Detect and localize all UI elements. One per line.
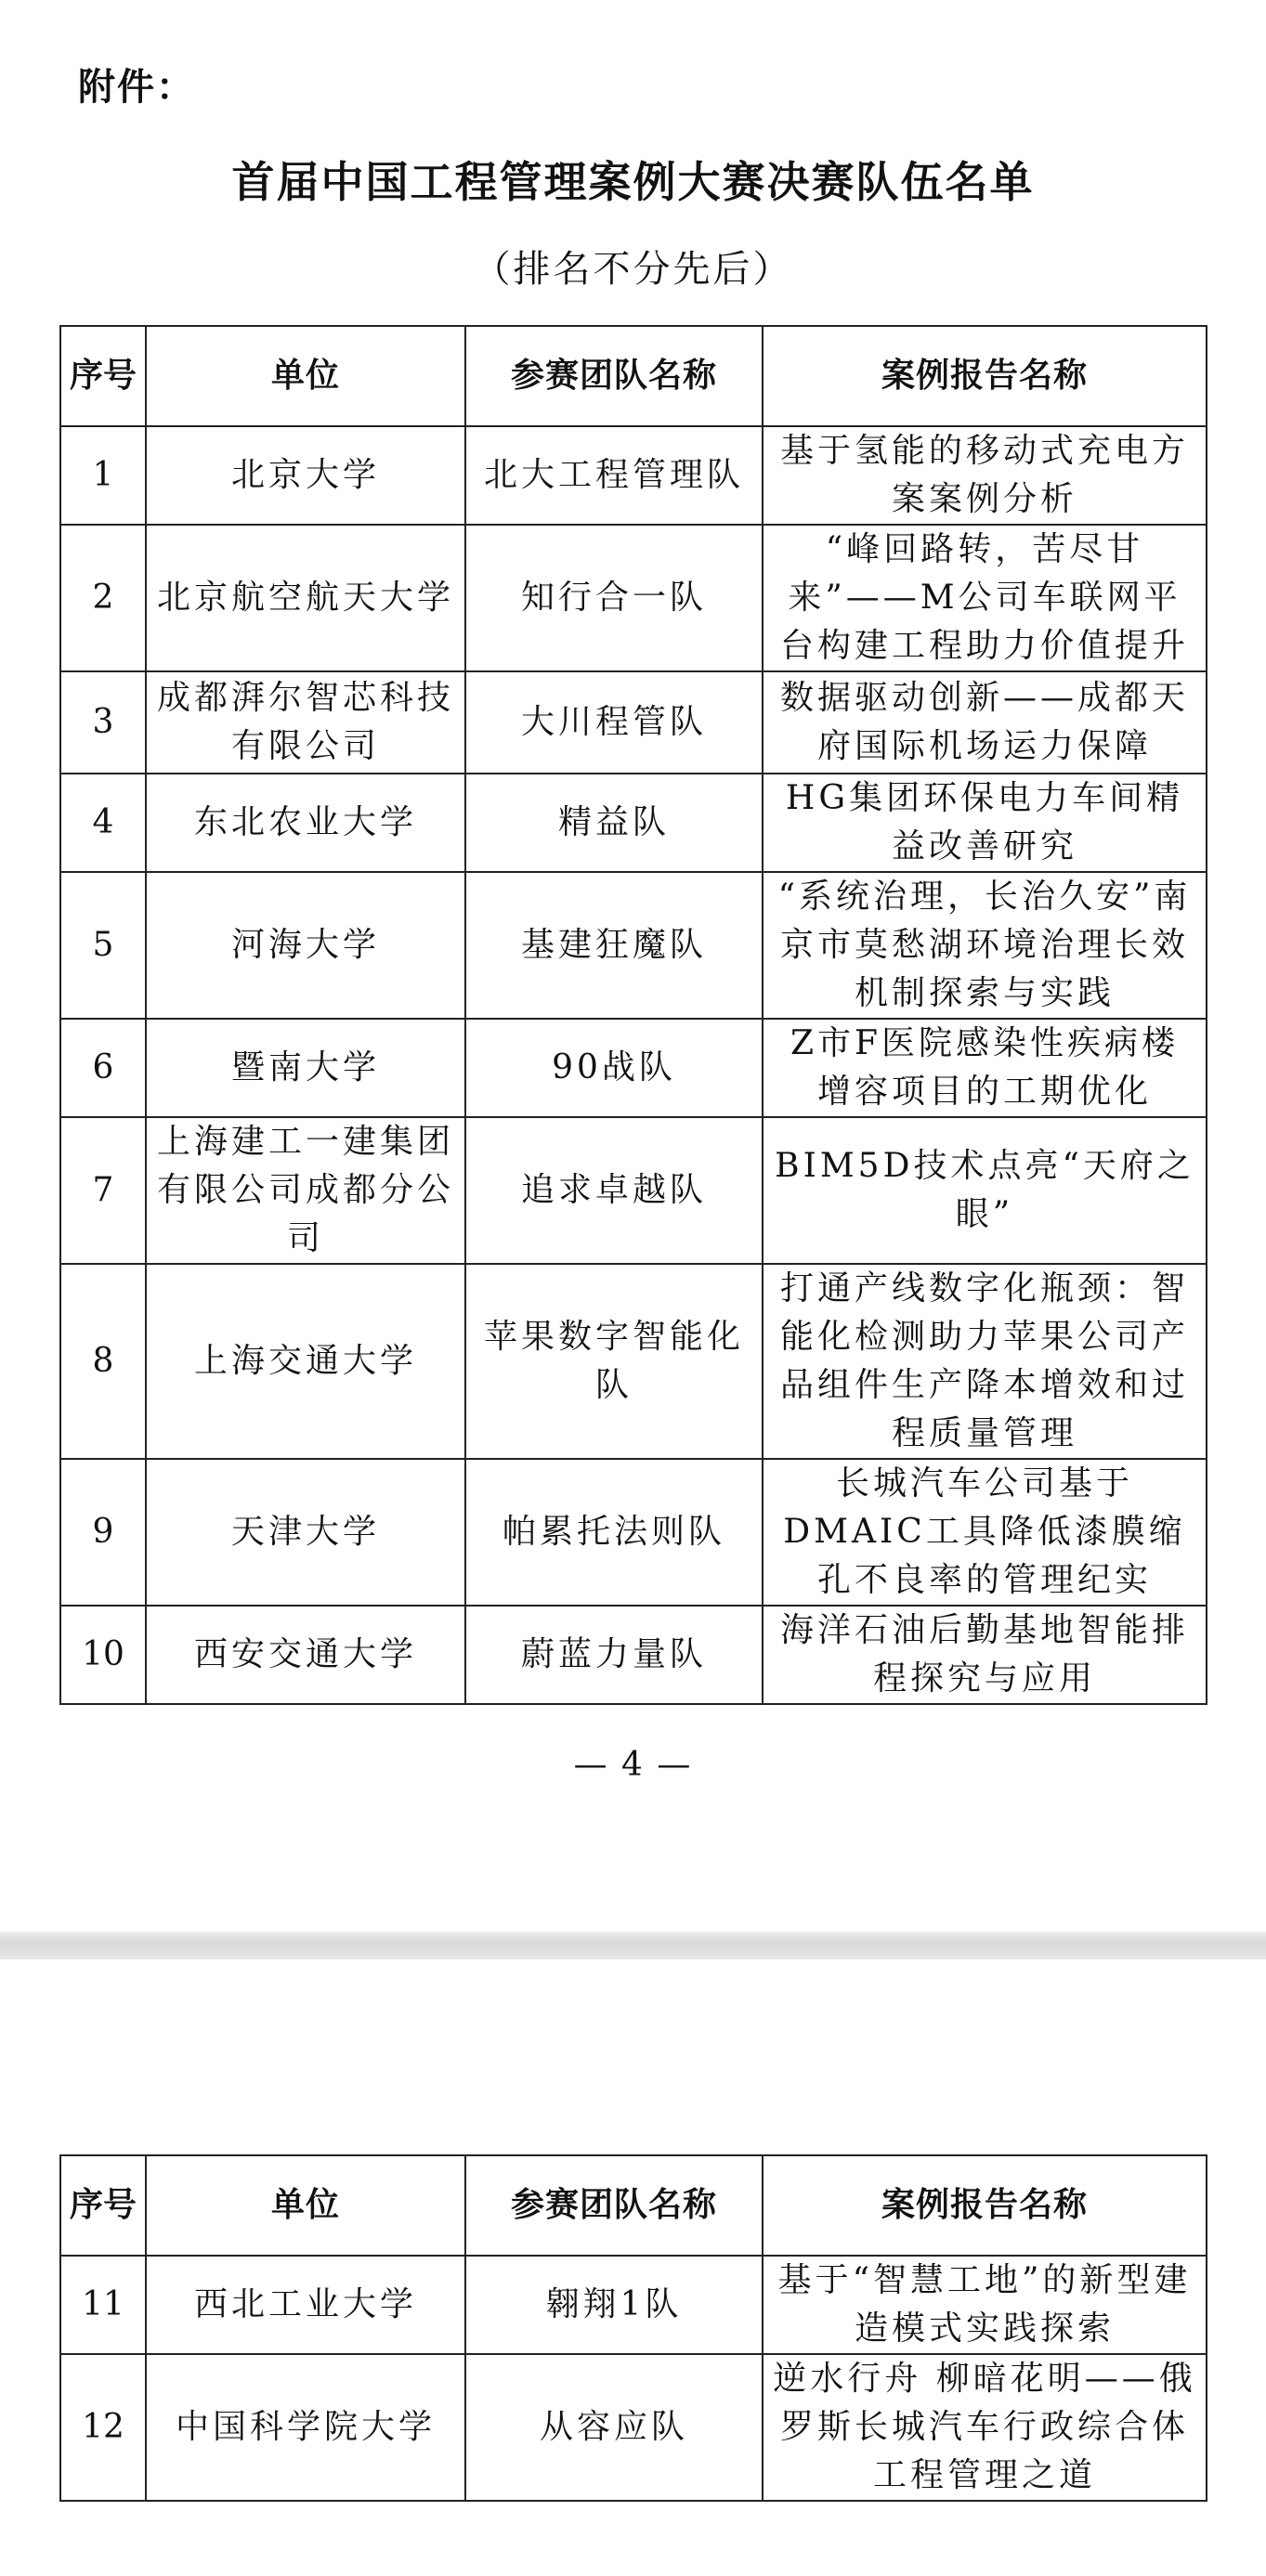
table-row <box>60 872 1207 1019</box>
page-separator <box>0 1932 1266 1959</box>
cell-index: 3 <box>60 671 146 774</box>
cell-index: 12 <box>60 2354 146 2501</box>
header-unit: 单位 <box>146 2155 465 2256</box>
cell-report: Z市F医院感染性疾病楼增容项目的工期优化 <box>763 1019 1207 1117</box>
cell-unit: 上海建工一建集团有限公司成都分公司 <box>146 1117 465 1264</box>
table-row <box>60 1606 1207 1704</box>
header-index: 序号 <box>60 2155 146 2256</box>
cell-index: 4 <box>60 774 146 872</box>
cell-team: 基建狂魔队 <box>465 872 763 1019</box>
cell-index: 6 <box>60 1019 146 1117</box>
cell-report: “系统治理，长治久安”南京市莫愁湖环境治理长效机制探索与实践 <box>763 872 1207 1019</box>
cell-team: 北大工程管理队 <box>465 426 763 525</box>
table-row <box>60 525 1207 671</box>
cell-unit: 暨南大学 <box>146 1019 465 1117</box>
cell-report: “峰回路转，苦尽甘来”——M公司车联网平台构建工程助力价值提升 <box>763 525 1207 671</box>
cell-report: BIM5D技术点亮“天府之眼” <box>763 1117 1207 1264</box>
table-row <box>60 2256 1207 2354</box>
cell-index: 7 <box>60 1117 146 1264</box>
table-header-row <box>60 326 1207 426</box>
cell-report: 海洋石油后勤基地智能排程探究与应用 <box>763 1606 1207 1704</box>
cell-unit: 西北工业大学 <box>146 2256 465 2354</box>
cell-team: 90战队 <box>465 1019 763 1117</box>
cell-report: 打通产线数字化瓶颈：智能化检测助力苹果公司产品组件生产降本增效和过程质量管理 <box>763 1264 1207 1459</box>
cell-team: 帕累托法则队 <box>465 1459 763 1606</box>
cell-team: 追求卓越队 <box>465 1117 763 1264</box>
cell-unit: 天津大学 <box>146 1459 465 1606</box>
header-team: 参赛团队名称 <box>465 326 763 426</box>
table-row <box>60 671 1207 774</box>
cell-index: 11 <box>60 2256 146 2354</box>
finalist-table-continued <box>59 2154 1207 2502</box>
cell-report: 数据驱动创新——成都天府国际机场运力保障 <box>763 671 1207 774</box>
document-subtitle: （排名不分先后） <box>473 248 793 291</box>
table-row <box>60 2354 1207 2501</box>
cell-team: 知行合一队 <box>465 525 763 671</box>
cell-unit: 成都湃尔智芯科技有限公司 <box>146 671 465 774</box>
cell-team: 蔚蓝力量队 <box>465 1606 763 1704</box>
cell-report: 逆水行舟 柳暗花明——俄罗斯长城汽车行政综合体工程管理之道 <box>763 2354 1207 2501</box>
cell-unit: 上海交通大学 <box>146 1264 465 1459</box>
cell-unit: 中国科学院大学 <box>146 2354 465 2501</box>
cell-team: 翱翔1队 <box>465 2256 763 2354</box>
table-header-row <box>60 2155 1207 2256</box>
header-report: 案例报告名称 <box>763 326 1207 426</box>
cell-unit: 北京航空航天大学 <box>146 525 465 671</box>
document-title: 首届中国工程管理案例大赛决赛队伍名单 <box>231 157 1035 207</box>
cell-unit: 北京大学 <box>146 426 465 525</box>
cell-index: 8 <box>60 1264 146 1459</box>
header-report: 案例报告名称 <box>763 2155 1207 2256</box>
cell-unit: 西安交通大学 <box>146 1606 465 1704</box>
header-unit: 单位 <box>146 326 465 426</box>
cell-report: 基于“智慧工地”的新型建造模式实践探索 <box>763 2256 1207 2354</box>
table-row <box>60 1264 1207 1459</box>
cell-index: 5 <box>60 872 146 1019</box>
cell-unit: 河海大学 <box>146 872 465 1019</box>
page-number: — 4 — <box>573 1746 693 1784</box>
cell-index: 9 <box>60 1459 146 1606</box>
cell-index: 2 <box>60 525 146 671</box>
header-team: 参赛团队名称 <box>465 2155 763 2256</box>
cell-team: 从容应队 <box>465 2354 763 2501</box>
table-row <box>60 1459 1207 1606</box>
table-row <box>60 1117 1207 1264</box>
finalist-table <box>59 325 1207 1705</box>
table-row <box>60 1019 1207 1117</box>
table-row <box>60 774 1207 872</box>
cell-team: 苹果数字智能化队 <box>465 1264 763 1459</box>
header-index: 序号 <box>60 326 146 426</box>
cell-index: 1 <box>60 426 146 525</box>
cell-report: 长城汽车公司基于DMAIC工具降低漆膜缩孔不良率的管理纪实 <box>763 1459 1207 1606</box>
cell-team: 精益队 <box>465 774 763 872</box>
cell-team: 大川程管队 <box>465 671 763 774</box>
cell-report: 基于氢能的移动式充电方案案例分析 <box>763 426 1207 525</box>
cell-unit: 东北农业大学 <box>146 774 465 872</box>
table-row <box>60 426 1207 525</box>
cell-index: 10 <box>60 1606 146 1704</box>
cell-report: HG集团环保电力车间精益改善研究 <box>763 774 1207 872</box>
attachment-label: 附件： <box>78 66 195 109</box>
